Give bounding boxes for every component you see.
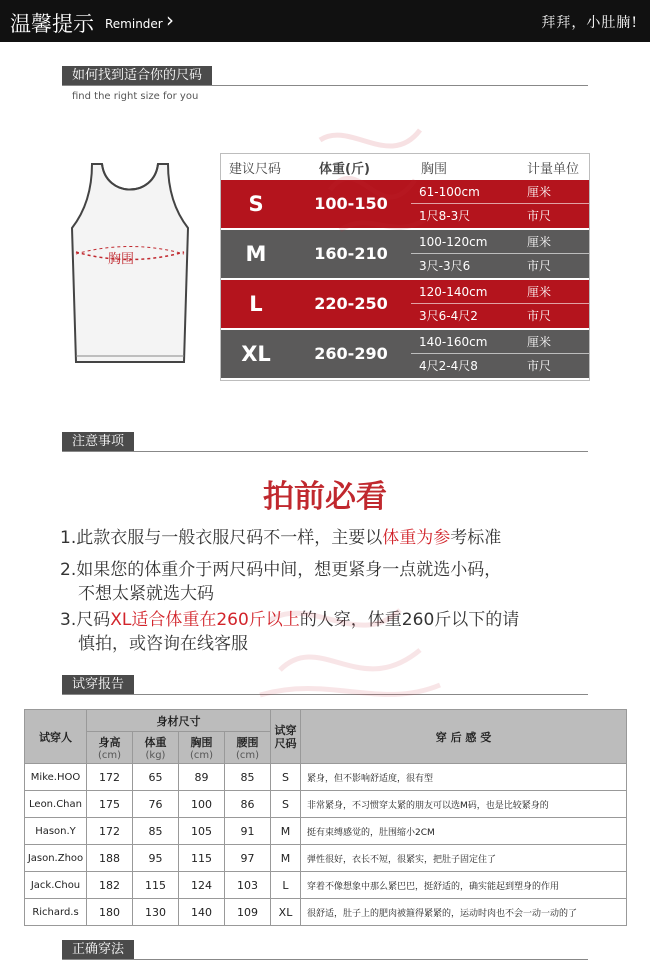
size-row-l	[221, 280, 589, 328]
header-person: 试穿人	[25, 710, 87, 764]
cell-name: Jason.Zhoo	[25, 845, 87, 872]
section-find-size	[62, 66, 588, 102]
fit-report-table	[24, 709, 627, 926]
must-read-heading: 拍前必看	[263, 479, 387, 515]
cell-waist: 109	[225, 899, 271, 926]
cell-height: 172	[87, 818, 133, 845]
header-chest	[179, 732, 225, 764]
cell-height: 180	[87, 899, 133, 926]
chest-chi: 3尺-3尺6	[419, 259, 471, 273]
weight-range: 220-250	[314, 294, 388, 313]
cell-height: 188	[87, 845, 133, 872]
reminder-title: 温馨提示	[10, 12, 94, 36]
header-feel: 穿 后 感 受	[301, 710, 627, 764]
note-2	[60, 558, 600, 606]
table-row	[25, 818, 627, 845]
cell-name: Mike.HOO	[25, 764, 87, 791]
note-text: 1.此款衣服与一般衣服尺码不一样，主要以	[60, 528, 383, 548]
cell-name: Hason.Y	[25, 818, 87, 845]
note-1	[60, 526, 600, 550]
header-unit: 计量单位	[527, 162, 580, 177]
chevron-right-icon[interactable]: ›	[166, 8, 174, 32]
chest-chi: 1尺8-3尺	[419, 209, 471, 223]
chest-chi: 3尺6-4尺2	[419, 309, 478, 323]
size-chart	[220, 153, 590, 381]
reminder-subtitle: Reminder	[105, 17, 163, 31]
cell-waist: 97	[225, 845, 271, 872]
cell-name: Richard.s	[25, 899, 87, 926]
header-unit: (cm)	[97, 750, 122, 761]
header-weight	[133, 732, 179, 764]
header-label: 胸围	[190, 736, 213, 749]
cell-waist: 103	[225, 872, 271, 899]
chest-cm: 61-100cm	[419, 185, 480, 199]
cell-size: M	[271, 845, 301, 872]
note-text: 慎拍，或咨询在线客服	[78, 634, 248, 654]
chest-cm: 140-160cm	[419, 335, 488, 349]
cell-size: L	[271, 872, 301, 899]
cell-waist: 91	[225, 818, 271, 845]
note-highlight: 体重为参	[382, 528, 451, 548]
cell-size: M	[271, 818, 301, 845]
cell-name: Leon.Chan	[25, 791, 87, 818]
section-wear	[62, 940, 588, 960]
cell-size: S	[271, 764, 301, 791]
section-notice	[62, 432, 588, 452]
table-row	[25, 764, 627, 791]
cell-chest: 124	[179, 872, 225, 899]
row-divider	[411, 303, 589, 304]
cell-weight: 115	[133, 872, 179, 899]
cell-weight: 130	[133, 899, 179, 926]
note-highlight: XL适合体重在260斤以上	[110, 610, 300, 630]
cell-feel: 穿着不像想象中那么紧巴巴，挺舒适的，确实能起到塑身的作用	[301, 872, 627, 899]
cell-size: XL	[271, 899, 301, 926]
size-row-xl	[221, 330, 589, 378]
row-divider	[411, 203, 589, 204]
unit-chi: 市尺	[527, 259, 552, 273]
unit-cm: 厘米	[527, 235, 552, 249]
note-text: 的人穿，体重260斤以下的请	[299, 610, 520, 630]
cell-chest: 89	[179, 764, 225, 791]
size-value: M	[245, 242, 267, 266]
header-label: 身高	[98, 736, 121, 749]
header-size: 建议尺码	[229, 162, 282, 177]
section-divider	[62, 694, 588, 695]
header-unit: (cm)	[189, 750, 214, 761]
unit-cm: 厘米	[527, 285, 552, 299]
size-value: L	[249, 292, 263, 316]
note-text: 2.如果您的体重介于两尺码中间，想更紧身一点就选小码，	[60, 560, 502, 580]
header-unit: (kg)	[145, 750, 166, 761]
header-body: 身材尺寸	[87, 710, 271, 732]
section-title: 正确穿法	[62, 940, 134, 960]
size-value: XL	[241, 342, 271, 366]
cell-feel: 挺有束缚感觉的，肚围缩小2CM	[301, 818, 627, 845]
table-row	[25, 899, 627, 926]
unit-chi: 市尺	[527, 309, 552, 323]
section-title: 如何找到适合你的尺码	[62, 66, 212, 86]
section-divider	[62, 451, 588, 452]
cell-weight: 65	[133, 764, 179, 791]
note-text: 3.尺码	[60, 610, 111, 630]
unit-cm: 厘米	[527, 185, 552, 199]
unit-chi: 市尺	[527, 209, 552, 223]
header-unit: (cm)	[235, 750, 260, 761]
note-text: 不想太紧就选大码	[78, 584, 214, 604]
cell-chest: 100	[179, 791, 225, 818]
chest-chi: 4尺2-4尺8	[419, 359, 478, 373]
section-divider	[62, 85, 588, 86]
size-value: S	[248, 192, 264, 216]
cell-weight: 95	[133, 845, 179, 872]
cell-weight: 76	[133, 791, 179, 818]
section-title: 注意事项	[62, 432, 134, 452]
chest-cm: 120-140cm	[419, 285, 488, 299]
cell-feel: 很舒适，肚子上的肥肉被箍得紧紧的，运动时肉也不会一动一动的了	[301, 899, 627, 926]
top-bar	[0, 0, 650, 42]
header-size: 试穿尺码	[271, 710, 301, 764]
cell-name: Jack.Chou	[25, 872, 87, 899]
slogan: 拜拜，小肚腩!	[541, 15, 638, 31]
cell-weight: 85	[133, 818, 179, 845]
cell-waist: 85	[225, 764, 271, 791]
section-fit-report	[62, 675, 588, 695]
row-divider	[411, 353, 589, 354]
header-weight: 体重(斤)	[319, 162, 370, 177]
header-waist	[225, 732, 271, 764]
cell-chest: 105	[179, 818, 225, 845]
cell-chest: 140	[179, 899, 225, 926]
header-label: 体重	[144, 736, 167, 749]
cell-height: 182	[87, 872, 133, 899]
chest-cm: 100-120cm	[419, 235, 488, 249]
cell-height: 172	[87, 764, 133, 791]
table-row	[25, 872, 627, 899]
cell-chest: 115	[179, 845, 225, 872]
size-row-s	[221, 180, 589, 228]
cell-waist: 86	[225, 791, 271, 818]
chest-label: 胸围	[108, 252, 135, 267]
note-text: 考标准	[450, 528, 502, 548]
cell-height: 175	[87, 791, 133, 818]
cell-feel: 紧身，但不影响舒适度，很有型	[301, 764, 627, 791]
section-subtitle: find the right size for you	[72, 91, 199, 102]
size-row-m	[221, 230, 589, 278]
section-title: 试穿报告	[62, 675, 134, 695]
note-3	[60, 608, 600, 656]
table-row	[25, 845, 627, 872]
cell-feel: 非常紧身，不习惯穿太紧的朋友可以选M码，也是比较紧身的	[301, 791, 627, 818]
weight-range: 160-210	[314, 244, 388, 263]
header-label: 腰围	[236, 736, 259, 749]
header-height	[87, 732, 133, 764]
header-chest: 胸围	[421, 162, 448, 177]
weight-range: 260-290	[314, 344, 388, 363]
cell-feel: 弹性很好，衣长不短，很紧实，把肚子固定住了	[301, 845, 627, 872]
cell-size: S	[271, 791, 301, 818]
unit-chi: 市尺	[527, 359, 552, 373]
table-row	[25, 791, 627, 818]
row-divider	[411, 253, 589, 254]
unit-cm: 厘米	[527, 335, 552, 349]
weight-range: 100-150	[314, 194, 388, 213]
